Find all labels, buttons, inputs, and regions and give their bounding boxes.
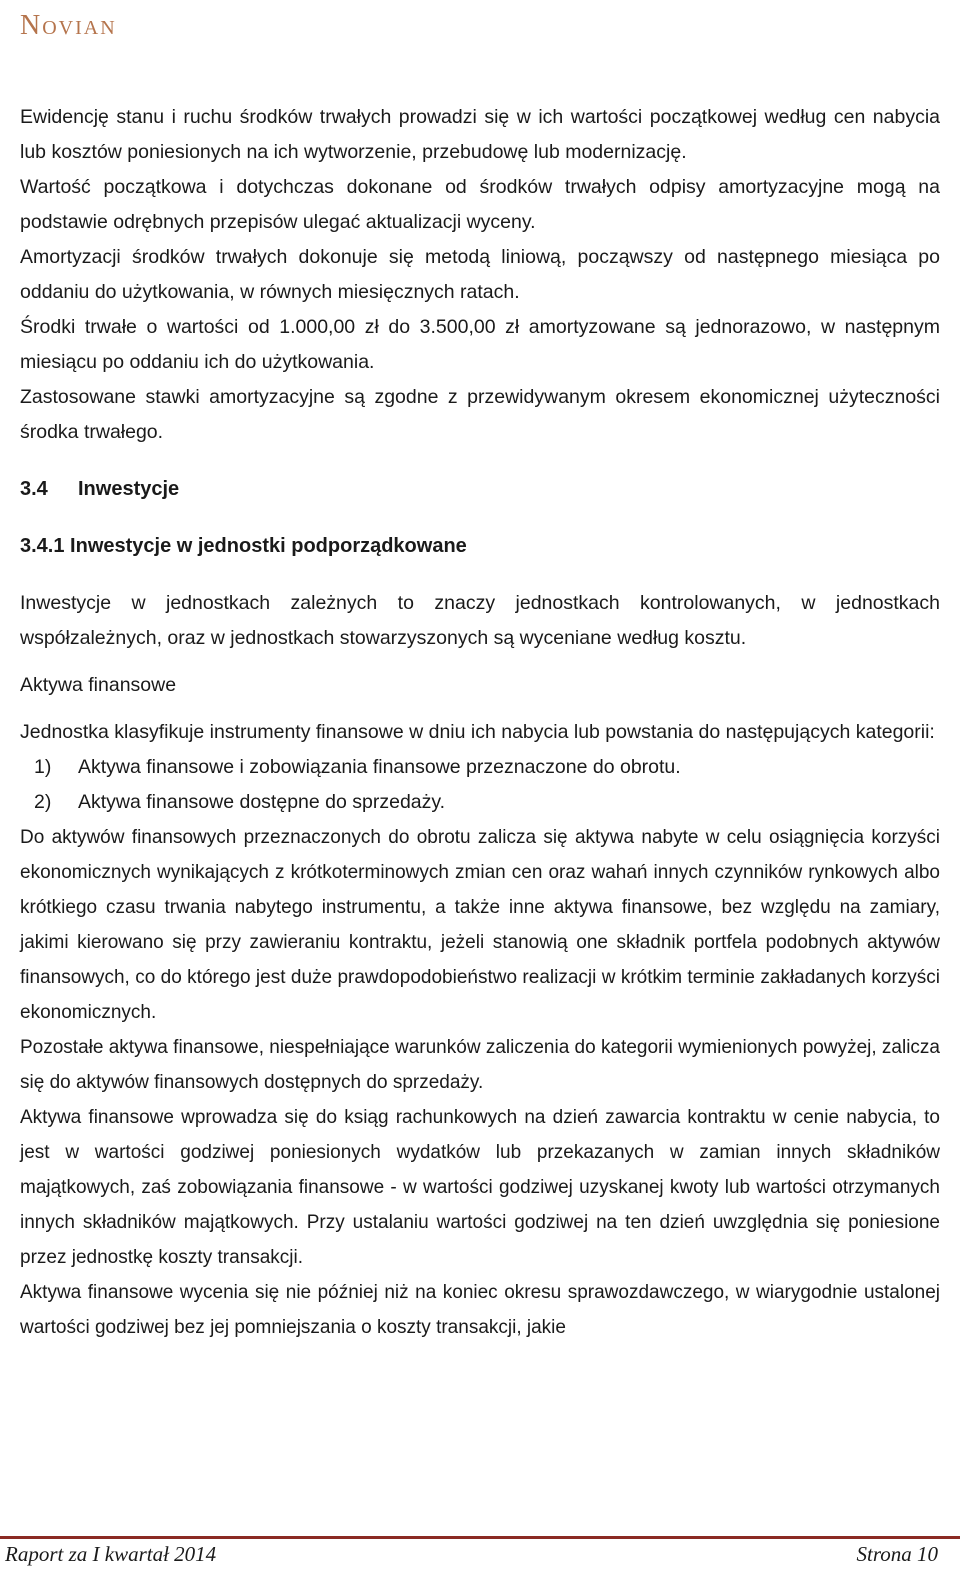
subsection-heading-jednostki: [20, 529, 940, 564]
company-logo: Novian: [20, 10, 117, 41]
paragraph-amortyzacja: Amortyzacji środków trwałych dokonuje się metodą liniową, począwszy od następnego miesiąca po oddaniu do użytkowania, w równych miesięcznych ratach.: [20, 246, 940, 303]
paragraph-wartosc-poczatkowa: Wartość początkowa i dotychczas dokonane od środków trwałych odpisy amortyzacyjne mogą na podstawie odrębnych przepisów ulegać aktualizacji wyceny.: [20, 176, 940, 233]
paragraph-ewidencja: Ewidencję stanu i ruchu środków trwałych prowadzi się w ich wartości początkowej według cen nabycia lub kosztów poniesionych na ich wytworzenie, przebudowę lub modernizację.: [20, 106, 940, 163]
list-item-text: Aktywa finansowe dostępne do sprzedaży.: [78, 791, 446, 813]
subsection-number: 3.4.1: [20, 535, 65, 557]
paragraph-srodki-trwale: Środki trwałe o wartości od 1.000,00 zł do 3.500,00 zł amortyzowane są jednorazowo, w następnym miesiącu po oddaniu ich do użytkowania.: [20, 316, 940, 373]
footer-rule: [0, 1536, 960, 1539]
paragraph-pozostale-aktywa: Pozostałe aktywa finansowe, niespełniające warunków zaliczenia do kategorii wymienionych powyżej, zalicza się do aktywów finansowych dostępnych do sprzedaży.: [20, 1037, 940, 1093]
footer-page-number: Strona 10: [856, 1542, 938, 1566]
paragraph-stawki: Zastosowane stawki amortyzacyjne są zgodne z przewidywanym okresem ekonomicznej użyteczności środka trwałego.: [20, 386, 940, 443]
paragraph-przeznaczone-do-obrotu: Do aktywów finansowych przeznaczonych do obrotu zalicza się aktywa nabyte w celu osiągnięcia korzyści ekonomicznych wynikających z krótkoterminowych zmian cen oraz wahań innych czynników rynkowych albo krótkiego czasu trwania nabytego instrumentu, a także inne aktywa finansowe, bez względu na zamiary, jakimi kierowano się przy zawieraniu kontraktu, jeżeli stanowią one składnik portfela podobnych aktywów finansowych, co do którego jest duże prawdopodobieństwo realizacji w krótkim terminie zakładanych korzyści ekonomicznych.: [20, 827, 940, 1023]
list-item: [20, 785, 940, 820]
list-item-number: 2): [34, 791, 52, 813]
section-heading-inwestycje: [20, 472, 940, 507]
document-body: [20, 100, 940, 1345]
paragraph-inwestycje-zalezne: Inwestycje w jednostkach zależnych to znaczy jednostkach kontrolowanych, w jednostkach współzależnych, oraz w jednostkach stowarzyszonych są wyceniane według kosztu.: [20, 592, 940, 649]
footer-report-title: Raport za I kwartał 2014: [5, 1542, 217, 1566]
list-item-text: Aktywa finansowe i zobowiązania finansowe przeznaczone do obrotu.: [78, 756, 681, 778]
subsection-title: Inwestycje w jednostki podporządkowane: [70, 535, 467, 557]
section-title: Inwestycje: [78, 478, 180, 500]
list-item: [20, 750, 940, 785]
paragraph-aktywa-finansowe-label: Aktywa finansowe: [20, 674, 177, 696]
paragraph-wycena: Aktywa finansowe wycenia się nie później niż na koniec okresu sprawozdawczego, w wiarygodnie ustalonej wartości godziwej bez jej pomniejszania o koszty transakcji, jakie: [20, 1282, 940, 1338]
paragraph-wprowadzenie-do-ksiag: Aktywa finansowe wprowadza się do ksiąg rachunkowych na dzień zawarcia kontraktu w cenie nabycia, to jest w wartości godziwej poniesionych wydatków lub przekazanych w zamian innych składników majątkowych, zaś zobowiązania finansowe - w wartości godziwej uzyskanej kwoty lub wartości otrzymanych innych składników majątkowych. Przy ustalaniu wartości godziwej na ten dzień uwzględnia się poniesione przez jednostkę koszty transakcji.: [20, 1107, 940, 1268]
list-item-number: 1): [34, 756, 52, 778]
page-footer: [0, 1530, 960, 1594]
section-number: 3.4: [20, 478, 48, 500]
paragraph-klasyfikacja: Jednostka klasyfikuje instrumenty finansowe w dniu ich nabycia lub powstania do następujących kategorii:: [20, 721, 935, 743]
